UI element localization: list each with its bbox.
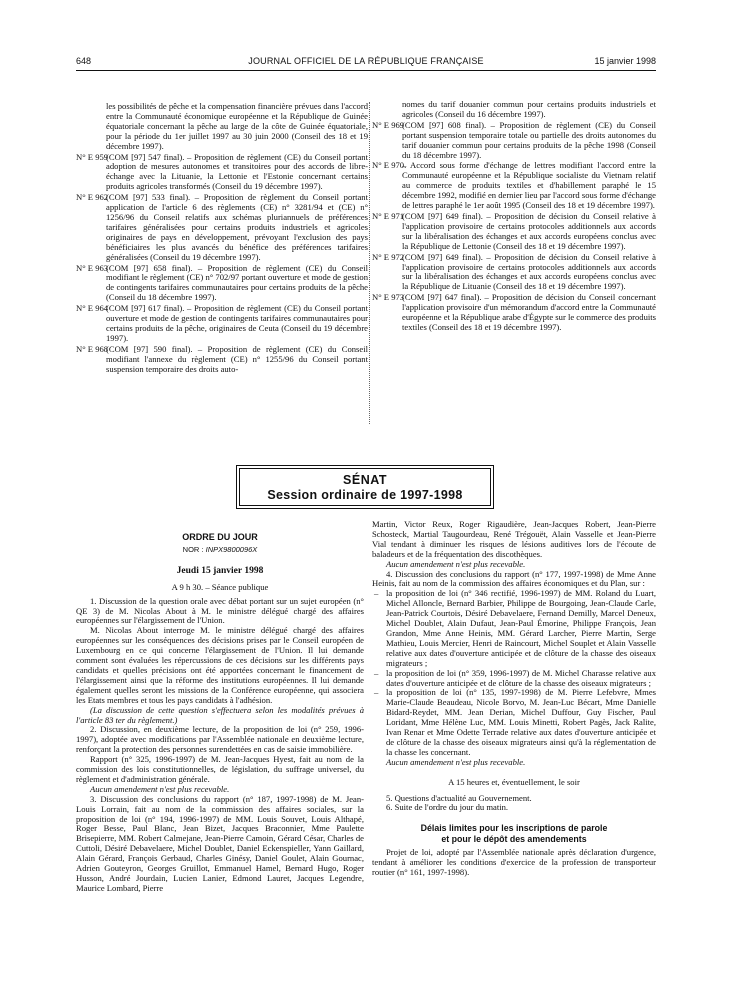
paragraph-continuation: Martin, Victor Reux, Roger Rigaudière, Jean-Jacques Robert, Jean-Pierre Schosteck, Martial Taugourdeau, René Trégouët, Alain Vasselle et Jean-Pierre Vial tendant à diminuer les risques de lésions auditives lors de l'écoute de baladeurs et de la fréquentation des discothèques.	[372, 519, 656, 559]
item-number: N° E 962	[76, 192, 109, 203]
item-number: N° E 973	[372, 292, 405, 303]
session-time: A 9 h 30. – Séance publique	[171, 581, 269, 592]
item-continuation: nomes du tarif douanier commun pour certains produits industriels et agricoles (Conseil du 16 décembre 1997).	[402, 99, 656, 119]
item-number: N° E 972	[372, 251, 405, 262]
deadlines-title-line2: et pour le dépôt des amendements	[441, 833, 587, 844]
list-item	[76, 153, 368, 193]
paragraph: 1. Discussion de la question orale avec débat portant sur un sujet européen (n° QE 3) de M. Nicolas About à M. le ministre délégué chargé des affaires européennes sur l'élargissement de l'Union.	[76, 595, 364, 626]
senat-title: SÉNAT	[343, 473, 387, 487]
paragraph: 3. Discussion des conclusions du rapport (n° 187, 1997-1998) de M. Jean-Louis Lorrain, fait au nom de la commission des affaires sociales, sur la proposition de loi (n° 194, 1996-1997) de MM. Louis Souvet, Louis Althapé, Roger Besse, Paul Blanc, Jean Bizet, Jacques Braconnier, Mme Paulette Brisepierre, MM. Robert Calmejane, Jean-Pierre Camoin, Gérard César, Charles de Cuttoli, Désiré Debavelaere, Michel Doublet, Daniel Eckenspieller, Yann Gaillard, Alain Gérard, François Gerbaud, Charles Ginésy, Daniel Goulet, Alain Gournac, Adrien Gouteyron, Georges Gruillot, Emmanuel Hamel, Bernard Hugo, Roger Husson, André Jourdain, Lucien Lanier, Edmond Lauret, Jacques Legendre, Maurice Lombard, Pierre	[76, 793, 364, 893]
afternoon-time: A 15 heures et, éventuellement, le soir	[448, 776, 580, 787]
intro-continuation: les possibilités de pêche et la compensation financière prévues dans l'accord entre la Communauté économique européenne et la République de Guinée équatoriale concernant la pêche au large de la côte de Guinée équatoriale, pour la période du 1er juillet 1997 au 30 juin 2000 (Conseil des 18 et 19 décembre 1997).	[106, 101, 368, 151]
amendment-note: Aucun amendement n'est plus recevable.	[90, 783, 230, 794]
deadlines-title-line1: Délais limites pour les inscriptions de parole	[420, 823, 608, 834]
top-left-column	[76, 102, 368, 374]
paragraph: 2. Discussion, en deuxième lecture, de la proposition de loi (n° 259, 1996-1997), adoptée avec modifications par l'Assemblée nationale en deuxième lecture, renforçant la protection des personnes surendettées en cas de saisie immobilière.	[76, 724, 364, 755]
item-number: N° E 971	[372, 210, 405, 221]
item-text: – Accord sous forme d'échange de lettres modifiant l'accord entre la Communauté européenne et la République socialiste du Vietnam relatif au commerce de produits textiles et d'habillement paraphé le 15 décembre 1992, modifié en dernier lieu par l'accord sous forme d'échange de lettres paraphé le 1er août 1995 (Conseil des 18 et 19 décembre 1997).	[402, 160, 656, 211]
paragraph-note: (La discussion de cette question s'effectuera selon les modalités prévues à l'article 83 ter du règlement.)	[76, 704, 364, 725]
amendment-note: Aucun amendement n'est plus recevable.	[386, 756, 526, 767]
item-number: N° E 969	[372, 119, 405, 130]
header-rule	[76, 70, 656, 71]
amendment-note: Aucun amendement n'est plus recevable.	[386, 558, 526, 569]
item-text: (COM [97] 590 final). – Proposition de règlement (CE) du Conseil modifiant l'annexe du règlement (CE) n° 1255/96 du Conseil portant suspension temporaire des droits auto-	[106, 343, 368, 374]
paragraph: Projet de loi, adopté par l'Assemblée nationale après déclaration d'urgence, tendant à améliorer les conditions d'exercice de la profession de transporteur routier (n° 161, 1997-1998).	[372, 847, 656, 878]
list-item	[76, 345, 368, 375]
list-item: – la proposition de loi (n° 346 rectifié, 1996-1997) de MM. Roland du Luart, Michel Alloncle, Bernard Barbier, Philippe de Bourgoing, Jean-Claude Carle, Jean-Patrick Courtois, Désiré Debavelaere, Fernand Demilly, Marcel Deneux, Michel Doublet, Alain Dufaut, Jean-Paul Émorine, Philippe François, Jean Grandon, Mme Anne Heinis, MM. Gérard Larcher, Pierre Martin, Serge Mathieu, Louis Mercier, Henri de Raincourt, Michel Souplet et Alain Vasselle relative aux dates d'ouverture anticipée et de clôture de la chasse des oiseaux migrateurs ;	[372, 589, 656, 668]
paragraph: 4. Discussion des conclusions du rapport (n° 177, 1997-1998) de Mme Anne Heinis, fait au nom de la commission des affaires économiques et du Plan, sur :	[372, 568, 656, 589]
item-number: N° E 959	[76, 151, 109, 162]
page-header	[76, 56, 656, 68]
item-number: N° E 970.	[372, 160, 407, 171]
order-of-day-left-column	[76, 533, 364, 894]
page-number: 648	[76, 56, 92, 66]
journal-title: JOURNAL OFFICIEL DE LA RÉPUBLIQUE FRANÇAISE	[248, 56, 484, 66]
item-text: (COM [97] 658 final). – Proposition de règlement (CE) du Conseil modifiant le règlement (CE) n° 702/97 portant ouverture et mode de gestion de contingents tarifaires communautaires pour certains produits de la pêche (Conseil du 18 décembre 1997).	[106, 262, 368, 303]
list-item	[372, 293, 656, 333]
list-item	[76, 193, 368, 262]
list-item: – la proposition de loi (n° 135, 1997-1998) de M. Pierre Lefebvre, Mmes Marie-Claude Beaudeau, Nicole Borvo, M. Jean-Luc Bécart, Mme Danielle Bidard-Reydet, MM. Jean Derian, Michel Duffour, Guy Fischer, Paul Loridant, Mme Hélène Luc, MM. Louis Minetti, Robert Pagès, Jack Ralite, Ivan Renar et Mme Odette Terrade relative aux dates d'ouverture anticipée et de clôture de la chasse des oiseaux migrateurs ainsi qu'à la réglementation de la chasse les concernant.	[372, 688, 656, 757]
item-text: (COM [97] 617 final). – Proposition de règlement (CE) du Conseil portant ouverture et mode de gestion de contingents tarifaires communautaires pour certains produits de la pêche, originaires de Ceuta (Conseil du 19 décembre 1997).	[106, 303, 368, 343]
session-subtitle: Session ordinaire de 1997-1998	[267, 488, 463, 502]
list-item	[372, 253, 656, 293]
senat-section-box	[239, 468, 491, 506]
meeting-day: Jeudi 15 janvier 1998	[176, 565, 264, 576]
item-text: (COM [97] 547 final). – Proposition de règlement (CE) du Conseil portant adoption de mesures autonomes et transitoires pour des accords de libre-échange avec la Lituanie, la Lettonie et l'Estonie concernant certains produits agricoles transformés (Conseil du 19 décembre 1997).	[106, 151, 368, 192]
nor-reference	[76, 545, 364, 555]
list-item	[76, 264, 368, 304]
agenda-item: 6. Suite de l'ordre du jour du matin.	[386, 802, 509, 813]
list-item	[372, 161, 656, 211]
item-text: (COM [97] 647 final). – Proposition de décision du Conseil concernant l'application provisoire d'un mémorandum d'accord entre la Communauté européenne et la République arabe d'Égypte sur le commerce des produits textiles (Conseil des 18 et 19 décembre 1997).	[402, 292, 657, 332]
list-item: – la proposition de loi (n° 359, 1996-1997) de M. Michel Charasse relative aux dates d'ouverture anticipée et de clôture de la chasse des oiseaux migrateurs ;	[372, 669, 656, 689]
nor-label: NOR :	[182, 544, 204, 554]
nor-code: INPX9800096X	[205, 544, 258, 554]
list-item	[372, 121, 656, 161]
issue-date: 15 janvier 1998	[594, 56, 656, 66]
item-number: N° E 963	[76, 262, 109, 273]
paragraph: M. Nicolas About interroge M. le ministre délégué chargé des affaires européennes sur les conséquences des décisions prises par le Conseil européen de Luxembourg en ce qui concerne l'élargissement de l'Union. Il lui demande comment sont évaluées les répercussions de ces décisions sur les différents pays candidats et quelles précisions ont été apportées concernant le financement de l'élargissement ainsi que la réforme des institutions européennes. Il lui demande également quelles seront les missions de la Conférence européenne, qui associera les Etats membres et tous les pays candidats à l'adhésion.	[76, 625, 364, 705]
item-text: (COM [97] 649 final). – Proposition de décision du Conseil relative à l'application provisoire de certains protocoles additionnels aux accords sur la libéralisation des échanges et aux accords européens conclus avec la République de Lituanie (Conseil des 18 et 19 décembre 1997).	[402, 251, 656, 292]
paragraph: Rapport (n° 325, 1996-1997) de M. Jean-Jacques Hyest, fait au nom de la commission des lois constitutionnelles, de législation, du suffrage universel, du règlement et d'administration générale.	[76, 754, 364, 784]
item-number: N° E 968	[76, 343, 109, 354]
item-text: (COM [97] 608 final). – Proposition de règlement (CE) du Conseil portant suspension temporaire totale ou partielle des droits autonomes du tarif douanier commun pour certains produits de la pêche 1998 (Conseil du 18 décembre 1997).	[402, 119, 656, 160]
agenda-item: 5. Questions d'actualité au Gouvernement.	[386, 792, 532, 803]
item-number: N° E 964	[76, 303, 109, 314]
list-item	[372, 212, 656, 252]
item-text: (COM [97] 649 final). – Proposition de décision du Conseil relative à l'application provisoire de certains protocoles additionnels aux accords sur la libéralisation des échanges et aux accords européens conclus avec la République de Lettonie (Conseil des 18 et 19 décembre 1997).	[402, 210, 656, 251]
order-of-day-right-column	[372, 520, 656, 878]
item-text: (COM [97] 533 final). – Proposition de règlement du Conseil portant application de l'article 6 des règlements (CE) n° 3281/94 et (CE) n° 1256/96 du Conseil relatifs aux schémas pluriannuels de préférences tarifaires généralisées pour certains produits industriels et agricoles originaires de pays en développement, prévoyant l'exclusion des pays bénéficiaires les plus avancés du bénéfice des préférences tarifaires généralisées (Conseil du 19 décembre 1997).	[106, 192, 368, 262]
list-item	[76, 304, 368, 344]
column-divider	[369, 102, 370, 424]
order-title: ORDRE DU JOUR	[182, 532, 258, 542]
top-right-column	[372, 100, 656, 333]
